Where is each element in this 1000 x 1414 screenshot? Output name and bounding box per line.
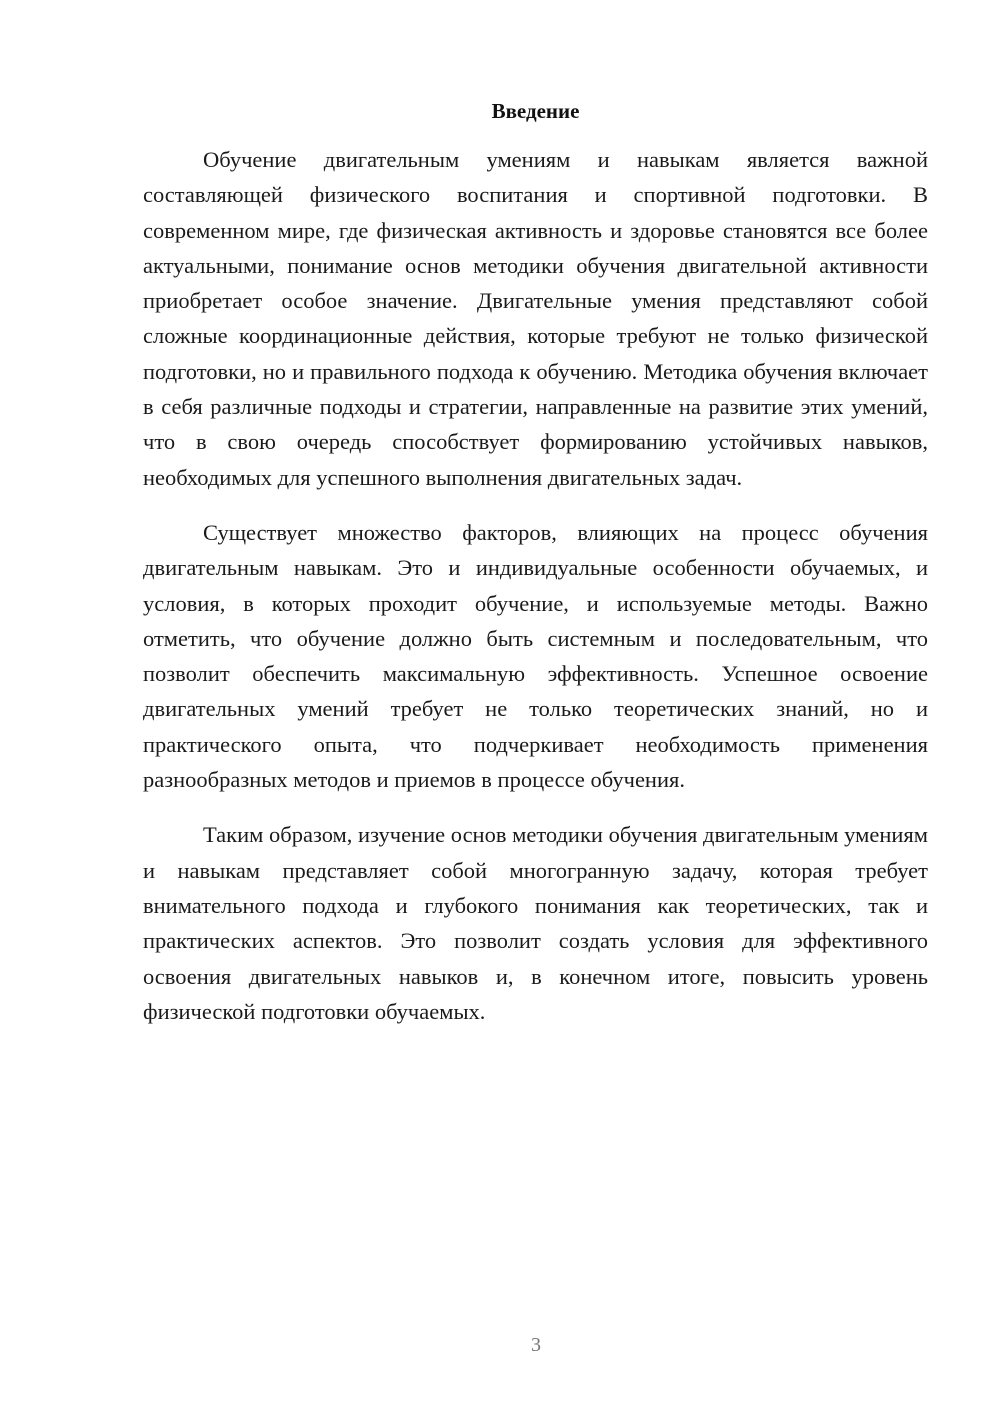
paragraph-1: Обучение двигательным умениям и навыкам является важной составляющей физического воспитания и спортивной подготовки. В современном мире, где физическая активность и здоровье становятся все более актуальными, понимание основ методики обучения двигательной активности приобретает особое значение. Двигательные умения представляют собой сложные координационные действия, которые требуют не только физической подготовки, но и правильного подхода к обучению. Методика обучения включает в себя различные подходы и стратегии, направленные на развитие этих умений, что в свою очередь способствует формированию устойчивых навыков, необходимых для успешного выполнения двигательных задач. bbox=[143, 147, 928, 490]
page-number: 3 bbox=[531, 1334, 541, 1356]
paragraph-3: Таким образом, изучение основ методики обучения двигательным умениям и навыкам представляет собой многогранную задачу, которая требует внимательного подхода и глубокого понимания как теоретических, так и практических аспектов. Это позволит создать условия для эффективного освоения двигательных навыков и, в конечном итоге, повысить уровень физической подготовки обучаемых. bbox=[143, 822, 928, 1024]
body-text bbox=[143, 142, 928, 1049]
section-title: Введение bbox=[491, 99, 580, 123]
paragraph-2: Существует множество факторов, влияющих на процесс обучения двигательным навыкам. Это и индивидуальные особенности обучаемых, и условия, в которых проходит обучение, и используемые методы. Важно отметить, что обучение должно быть системным и последовательным, что позволит обеспечить максимальную эффективность. Успешное освоение двигательных умений требует не только теоретических знаний, но и практического опыта, что подчеркивает необходимость применения разнообразных методов и приемов в процессе обучения. bbox=[143, 519, 928, 793]
